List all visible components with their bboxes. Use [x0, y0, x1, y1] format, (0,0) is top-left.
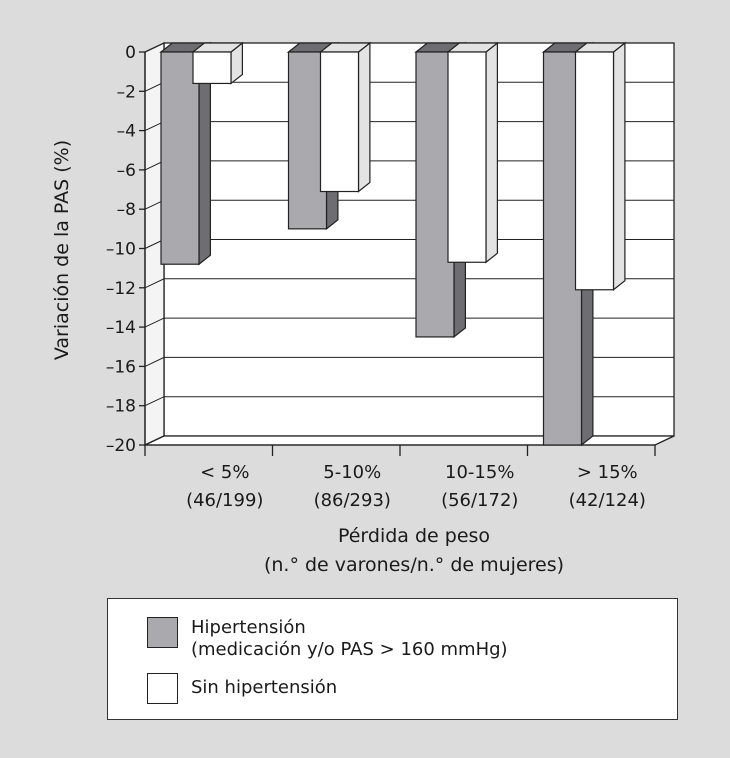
legend-swatch-hipertension — [147, 617, 178, 648]
legend-label-sin-hipertension: Sin hipertensión — [191, 677, 338, 698]
legend-sublabel-hipertension: (medicación y/o PAS > 160 mmHg) — [191, 639, 508, 660]
y-tick-label: –14 — [105, 318, 136, 339]
legend-item-sin-hipertension — [147, 673, 337, 704]
y-axis-title: Variación de la PAS (%) — [51, 139, 73, 361]
x-category-count: (42/124) — [568, 490, 646, 511]
x-category-label: 5-10% — [323, 462, 382, 483]
y-tick-label: –4 — [116, 121, 136, 142]
legend-item-hipertension — [147, 617, 508, 661]
y-tick-label: 0 — [125, 43, 136, 63]
legend-swatch-sin-hipertension — [147, 673, 178, 704]
x-category-count: (46/199) — [186, 490, 264, 511]
x-axis-title: Pérdida de peso — [337, 525, 491, 547]
y-tick-label: –2 — [116, 82, 136, 103]
bar-sin-hipertension — [448, 43, 497, 262]
chart-legend — [107, 598, 678, 720]
legend-label-hipertension: Hipertensión — [191, 617, 306, 638]
x-category-label: < 5% — [200, 462, 250, 483]
bar-sin-hipertension — [193, 43, 242, 83]
x-category-count: (56/172) — [441, 490, 519, 511]
x-category-label: 10-15% — [445, 462, 515, 483]
y-tick-label: –16 — [105, 357, 136, 378]
x-axis-subtitle: (n.° de varones/n.° de mujeres) — [263, 554, 565, 576]
x-category-label: > 15% — [576, 462, 638, 483]
y-tick-label: –12 — [105, 278, 136, 299]
y-tick-label: –10 — [105, 239, 136, 260]
y-tick-label: –18 — [105, 396, 136, 417]
bar-sin-hipertension — [576, 43, 625, 290]
bar-sin-hipertension — [321, 43, 370, 192]
y-tick-label: –6 — [116, 160, 136, 181]
y-tick-label: –20 — [105, 436, 136, 456]
y-tick-label: –8 — [116, 200, 136, 221]
chart-floor — [145, 436, 674, 445]
x-category-count: (86/293) — [313, 490, 391, 511]
